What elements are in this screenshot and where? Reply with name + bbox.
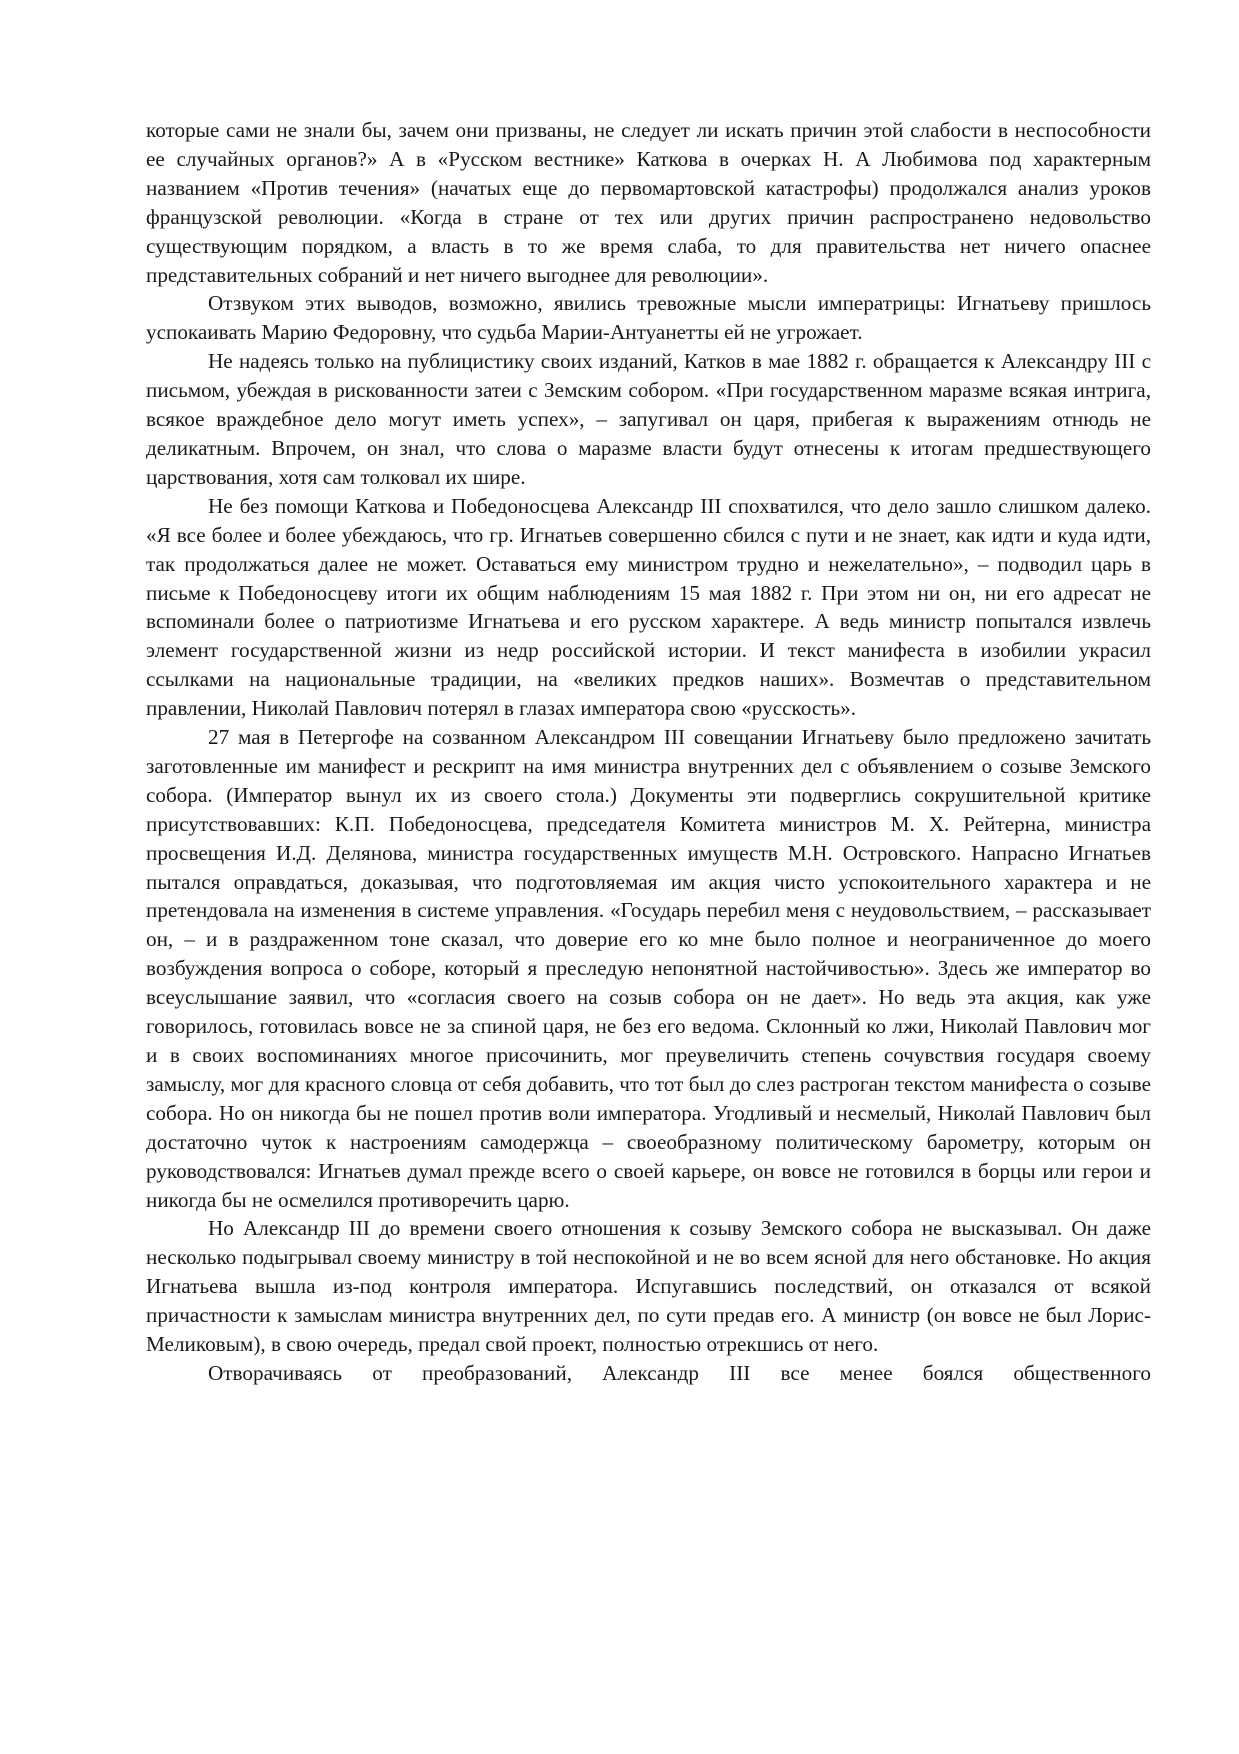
paragraph-1: которые сами не знали бы, зачем они призваны, не следует ли искать причин этой слабости в неспособности ее случайных органов?» А в «Русском вестнике» Каткова в очерках Н. А Любимова под характерным названием «Против течения» (начатых еще до первомартовской катастрофы) продолжался анализ уроков французской революции. «Когда в стране от тех или других причин распространено недовольство существующим порядком, а власть в то же время слаба, то для правительства нет ничего опаснее представительных собраний и нет ничего выгоднее для революции». <box>146 118 1151 287</box>
paragraph-7: Отворачиваясь от преобразований, Александр III все менее боялся общественного <box>208 1360 1151 1385</box>
paragraph-2: Отзвуком этих выводов, возможно, явились тревожные мысли императрицы: Игнатьеву пришлось успокаивать Марию Федоровну, что судьба Марии-Антуанетты ей не угрожает. <box>146 291 1151 345</box>
paragraph-5: 27 мая в Петергофе на созванном Александром III совещании Игнатьеву было предложено зачитать заготовленные им манифест и рескрипт на имя министра внутренних дел с объявлением о созыве Земского собора. (Император вынул их из своего стола.) Документы эти подверглись сокрушительной критике присутствовавших: К.П. Победоносцева, председателя Комитета министров М. Х. Рейтерна, министра просвещения И.Д. Делянова, министра государственных имуществ М.Н. Островского. Напрасно Игнатьев пытался оправдаться, доказывая, что подготовляемая им акция чисто успокоительного характера и не претендовала на изменения в системе управления. «Государь перебил меня с неудовольствием, – рассказывает он, – и в раздраженном тоне сказал, что доверие его ко мне было полное и неограниченное до моего возбуждения вопроса о соборе, который я преследую непонятной настойчивостью». Здесь же император во всеуслышание заявил, что «согласия своего на созыв собора он не дает». Но ведь эта акция, как уже говорилось, готовилась вовсе не за спиной царя, не без его ведома. Склонный ко лжи, Николай Павлович мог и в своих воспоминаниях многое присочинить, мог преувеличить степень сочувствия государя своему замыслу, мог для красного словца от себя добавить, что тот был до слез растроган текстом манифеста о созыве собора. Но он никогда бы не пошел против воли императора. Угодливый и несмелый, Николай Павлович был достаточно чуток к настроениям самодержца – своеобразному политическому барометру, которым он руководствовался: Игнатьев думал прежде всего о своей карьере, он вовсе не готовился в борцы или герои и никогда бы не осмелился противоречить царю. <box>146 725 1151 1212</box>
document-page <box>146 116 1151 1388</box>
paragraph-6: Но Александр III до времени своего отношения к созыву Земского собора не высказывал. Он даже несколько подыгрывал своему министру в той неспокойной и не во всем ясной для него обстановке. Но акция Игнатьева вышла из-под контроля императора. Испугавшись последствий, он отказался от всякой причастности к замыслам министра внутренних дел, по сути предав его. А министр (он вовсе не был Лорис-Меликовым), в свою очередь, предал свой проект, полностью отрекшись от него. <box>146 1216 1151 1357</box>
paragraph-3: Не надеясь только на публицистику своих изданий, Катков в мае 1882 г. обращается к Александру III с письмом, убеждая в рискованности затеи с Земским собором. «При государственном маразме всякая интрига, всякое враждебное дело могут иметь успех», – запугивал он царя, прибегая к выражениям отнюдь не деликатным. Впрочем, он знал, что слова о маразме власти будут отнесены к итогам предшествующего царствования, хотя сам толковал их шире. <box>146 349 1151 489</box>
paragraph-4: Не без помощи Каткова и Победоносцева Александр III спохватился, что дело зашло слишком далеко. «Я все более и более убеждаюсь, что гр. Игнатьев совершенно сбился с пути и не знает, как идти и куда идти, так продолжаться далее не может. Оставаться ему министром трудно и нежелательно», – подводил царь в письме к Победоносцеву итоги их общим наблюдениям 15 мая 1882 г. При этом ни он, ни его адресат не вспоминали более о патриотизме Игнатьева и его русском характере. А ведь министр попытался извлечь элемент государственной жизни из недр российской истории. И текст манифеста в изобилии украсил ссылками на национальные традиции, на «великих предков наших». Возмечтав о представительном правлении, Николай Павлович потерял в глазах императора свою «русскость». <box>146 493 1151 721</box>
